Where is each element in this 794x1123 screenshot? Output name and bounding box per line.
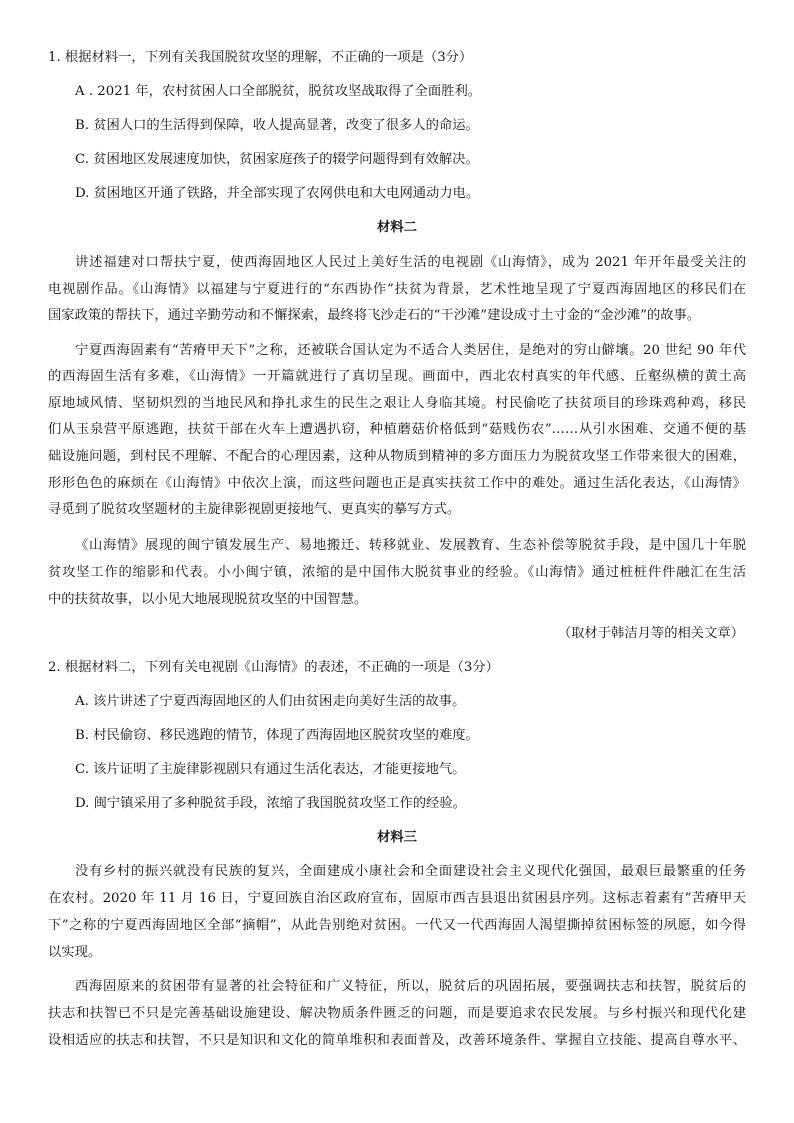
question-2-option-c: C. 该片证明了主旋律影视剧只有通过生活化表达，才能更接地气。	[75, 762, 466, 777]
material-3-p1-line-2: 在农村。2020 年 11 月 16 日，宁夏回族自治区政府宣布，固原市西吉县退出贫困县序列。这标志着素有“苦瘠甲天	[48, 891, 746, 906]
material-2-source: （取材于韩洁月等的相关文章）	[557, 626, 744, 641]
material-2-p3-line-3: 中的扶贫故事，以小见大地展现脱贫攻坚的中国智慧。	[48, 592, 368, 607]
material-3-heading: 材料三	[377, 830, 417, 845]
question-2-option-a: A. 该片讲述了宁夏西海固地区的人们由贫困走向美好生活的故事。	[75, 694, 466, 709]
material-2-p1-line-3: 国家政策的帮扶下，通过辛勤劳动和不懈探索，最终将飞沙走石的“干沙滩”建设成寸土寸金的“金沙滩”的故事。	[48, 308, 701, 323]
material-2-p1-line-1: 讲述福建对口帮扶宁夏，使西海固地区人民过上美好生活的电视剧《山海情》，成为 2021 年开年最受关注的	[75, 255, 746, 270]
question-2-stem: 2. 根据材料二，下列有关电视剧《山海情》的表述，不正确的一项是（3分）	[48, 660, 499, 675]
material-2-p3-line-1: 《山海情》展现的闽宁镇发展生产、易地搬迁、转移就业、发展教育、生态补偿等脱贫手段，是中国几十年脱	[75, 538, 746, 553]
material-2-p2-line-6: 形形色色的麻烦在《山海情》中依次上演，而这些问题也正是真实扶贫工作中的难处。通过生活化表达，《山海情》	[48, 476, 746, 491]
material-2-p3-line-2: 贫攻坚工作的缩影和代表。小小闽宁镇，浓缩的是中国伟大脱贫事业的经验。《山海情》通过桩桩件件融汇在生活	[48, 565, 746, 580]
question-2-option-d: D. 闽宁镇采用了多种脱贫手段，浓缩了我国脱贫攻坚工作的经验。	[75, 796, 466, 811]
material-2-p2-line-2: 的西海固生活有多难，《山海情》一开篇就进行了真切呈现。画面中，西北农村真实的年代感、丘壑纵横的黄土高	[48, 369, 746, 384]
material-3-p1-line-1: 没有乡村的振兴就没有民族的复兴，全面建成小康社会和全面建设社会主义现代化强国，最艰巨最繁重的任务	[75, 864, 746, 879]
material-2-p1-line-2: 电视剧作品。《山海情》以福建与宁夏进行的“东西协作”扶贫为背景，艺术性地呈现了宁夏西海固地区的移民们在	[48, 282, 746, 297]
question-1-option-d: D. 贫困地区开通了铁路，并全部实现了农网供电和大电网通动力电。	[75, 186, 480, 201]
material-3-p2-line-2: 扶志和扶智已不只是完善基础设施建设、解决物质条件匮乏的问题，而是要追求农民发展。与乡村振兴和现代化建	[48, 1006, 746, 1021]
material-3-p2-line-3: 设相适应的扶志和扶智，不只是知识和文化的简单堆积和表面普及，改善环境条件、掌握自立技能、提高自尊水平、	[48, 1033, 746, 1048]
material-2-p2-line-7: 寻觅到了脱贫攻坚题材的主旋律影视剧更接地气、更真实的摹写方式。	[48, 502, 461, 517]
question-1-option-b: B. 贫困人口的生活得到保障，收人提高显著，改变了很多人的命运。	[75, 118, 479, 133]
material-3-p2-line-1: 西海固原来的贫困带有显著的社会特征和广义特征，所以，脱贫后的巩固拓展，要强调扶志和扶智，脱贫后的	[75, 979, 746, 994]
question-1-option-a: A . 2021 年，农村贫困人口全部脱贫，脱贫攻坚战取得了全面胜利。	[75, 84, 482, 99]
material-3-p1-line-3: 下”之称的宁夏西海固地区全部“摘帽”，从此告别绝对贫困。一代又一代西海固人渴望撕掉贫困标签的夙愿，如今得	[48, 918, 746, 933]
material-2-p2-line-1: 宁夏西海固素有“苦瘠甲天下”之称，还被联合国认定为不适合人类居住，是绝对的穷山僻壤。20 世纪 90 年代	[75, 343, 746, 358]
material-2-p2-line-5: 础设施问题，到村民不理解、不配合的心理因素，这种从物质到精神的多方面压力为脱贫攻坚工作带来很大的困难，	[48, 449, 746, 464]
material-2-p2-line-3: 原地域风情、坚韧炽烈的当地民风和挣扎求生的民生之艰让人身临其境。村民偷吃了扶贫项目的珍珠鸡种鸡，移民	[48, 396, 746, 411]
question-1-option-c: C. 贫困地区发展速度加快，贫困家庭孩子的辍学问题得到有效解决。	[75, 152, 479, 167]
material-3-p1-line-4: 以实现。	[48, 945, 102, 960]
question-2-option-b: B. 村民偷窃、移民逃跑的情节，体现了西海固地区脱贫攻坚的难度。	[75, 728, 479, 743]
material-2-p2-line-4: 们从玉泉营平原逃跑，扶贫干部在火车上遭遇扒窃，种植蘑菇价格低到“菇贱伤农”……从引水困难、交通不便的基	[48, 422, 746, 437]
material-2-heading: 材料二	[377, 220, 417, 235]
question-1-stem: 1. 根据材料一，下列有关我国脱贫攻坚的理解，不正确的一项是（3分）	[48, 50, 473, 65]
